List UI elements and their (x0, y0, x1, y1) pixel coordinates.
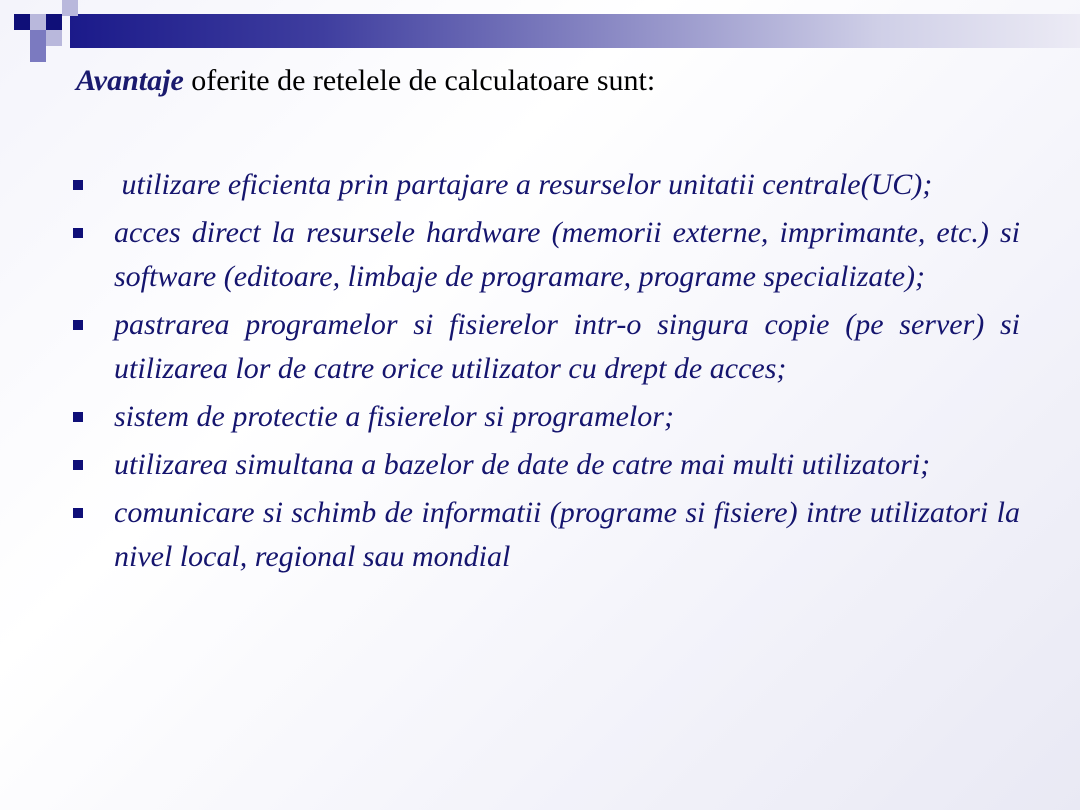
square-bullet-icon (73, 180, 83, 190)
decor-square (14, 14, 30, 30)
bullet-text: acces direct la resursele hardware (memorii externe, imprimante, etc.) si software (editoare, limbaje de programare, programe specializate); (114, 216, 1020, 293)
slide-title (76, 64, 655, 98)
bullet-item (70, 491, 1020, 579)
decor-square (46, 30, 62, 46)
decor-square (62, 0, 78, 16)
decor-square (46, 14, 62, 30)
bullet-item (70, 395, 1020, 439)
square-bullet-icon (73, 460, 83, 470)
decor-square (30, 14, 46, 30)
title-rest: oferite de retelele de calculatoare sunt: (183, 64, 656, 97)
bullet-list (70, 163, 1020, 583)
square-bullet-icon (73, 320, 83, 330)
square-bullet-icon (73, 412, 83, 422)
bullet-text: sistem de protectie a fisierelor si programelor; (114, 400, 674, 433)
bullet-text: utilizarea simultana a bazelor de date de catre mai multi utilizatori; (114, 448, 931, 481)
decor-square (30, 46, 46, 62)
decor-square (30, 30, 46, 46)
bullet-item (70, 211, 1020, 299)
header-gradient-bar (70, 14, 1080, 48)
title-emphasis: Avantaje (76, 64, 184, 97)
bullet-item (70, 443, 1020, 487)
square-bullet-icon (73, 508, 83, 518)
bullet-text: comunicare si schimb de informatii (programe si fisiere) intre utilizatori la nivel local, regional sau mondial (114, 496, 1020, 573)
square-bullet-icon (73, 228, 83, 238)
bullet-item (70, 163, 1020, 207)
bullet-item (70, 303, 1020, 391)
bullet-text: pastrarea programelor si fisierelor intr-o singura copie (pe server) si utilizarea lor de catre orice utilizator cu drept de acces; (114, 308, 1020, 385)
bullet-text: utilizare eficienta prin partajare a resurselor unitatii centrale(UC); (114, 168, 933, 201)
